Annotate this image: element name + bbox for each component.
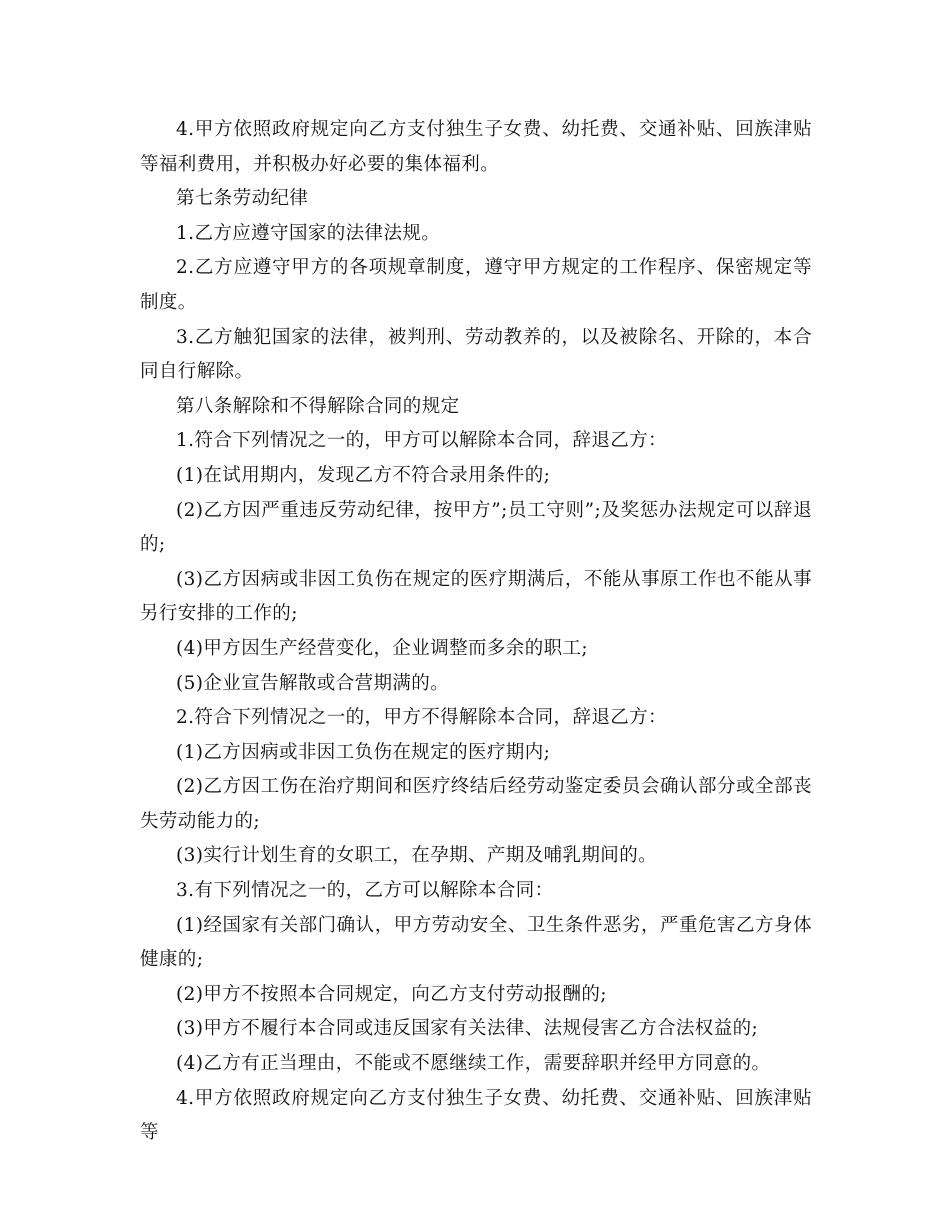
paragraph-8-3: 3.有下列情况之一的，乙方可以解除本合同： bbox=[176, 880, 554, 902]
paragraph-8-4: 4.甲方依照政府规定向乙方支付独生子女费、幼托费、交通补贴、回族津贴等 bbox=[140, 1087, 812, 1144]
list-item-8-1-5: (5)企业宣告解散或合营期满的。 bbox=[176, 672, 450, 694]
list-item-8-2-3: (3)实行计划生育的女职工，在孕期、产期及哺乳期间的。 bbox=[176, 845, 658, 867]
paragraph-benefits: 4.甲方依照政府规定向乙方支付独生子女费、幼托费、交通补贴、回族津贴等福利费用，并积极办好必要的集体福利。 bbox=[140, 119, 812, 175]
list-item-8-1-3: (3)乙方因病或非因工负伤在规定的医疗期满后，不能从事原工作也不能从事另行安排的工作的; bbox=[140, 568, 812, 625]
article-7-heading: 第七条劳动纪律 bbox=[176, 188, 309, 210]
list-item-8-1-1: (1)在试用期内，发现乙方不符合录用条件的; bbox=[176, 464, 551, 486]
list-item-8-1-2: (2)乙方因严重违反劳动纪律，按甲方”;员工守则”;及奖惩办法规定可以辞退的; bbox=[140, 499, 812, 556]
list-item-8-3-1: (1)经国家有关部门确认，甲方劳动安全、卫生条件恶劣，严重危害乙方身体健康的; bbox=[140, 914, 812, 971]
list-item-8-1-4: (4)甲方因生产经营变化，企业调整而多余的职工; bbox=[176, 637, 589, 659]
paragraph-8-2: 2.符合下列情况之一的，甲方不得解除本合同，辞退乙方： bbox=[176, 707, 667, 729]
list-item-8-2-1: (1)乙方因病或非因工负伤在规定的医疗期内; bbox=[176, 741, 551, 763]
paragraph-7-1: 1.乙方应遵守国家的法律法规。 bbox=[176, 222, 441, 244]
paragraph-8-1: 1.符合下列情况之一的，甲方可以解除本合同，辞退乙方： bbox=[176, 430, 667, 452]
list-item-8-3-2: (2)甲方不按照本合同规定，向乙方支付劳动报酬的; bbox=[176, 983, 607, 1005]
paragraph-7-2: 2.乙方应遵守甲方的各项规章制度，遵守甲方规定的工作程序、保密规定等制度。 bbox=[140, 257, 812, 313]
list-item-8-3-3: (3)甲方不履行本合同或违反国家有关法律、法规侵害乙方合法权益的; bbox=[176, 1018, 759, 1040]
list-item-8-2-2: (2)乙方因工伤在治疗期间和医疗终结后经劳动鉴定委员会确认部分或全部丧失劳动能力的; bbox=[140, 776, 812, 832]
list-item-8-3-4: (4)乙方有正当理由，不能或不愿继续工作，需要辞职并经甲方同意的。 bbox=[176, 1053, 771, 1075]
article-8-heading: 第八条解除和不得解除合同的规定 bbox=[176, 395, 460, 417]
paragraph-7-3: 3.乙方触犯国家的法律，被判刑、劳动教养的，以及被除名、开除的，本合同自行解除。 bbox=[140, 326, 812, 383]
document-body bbox=[140, 113, 812, 1151]
